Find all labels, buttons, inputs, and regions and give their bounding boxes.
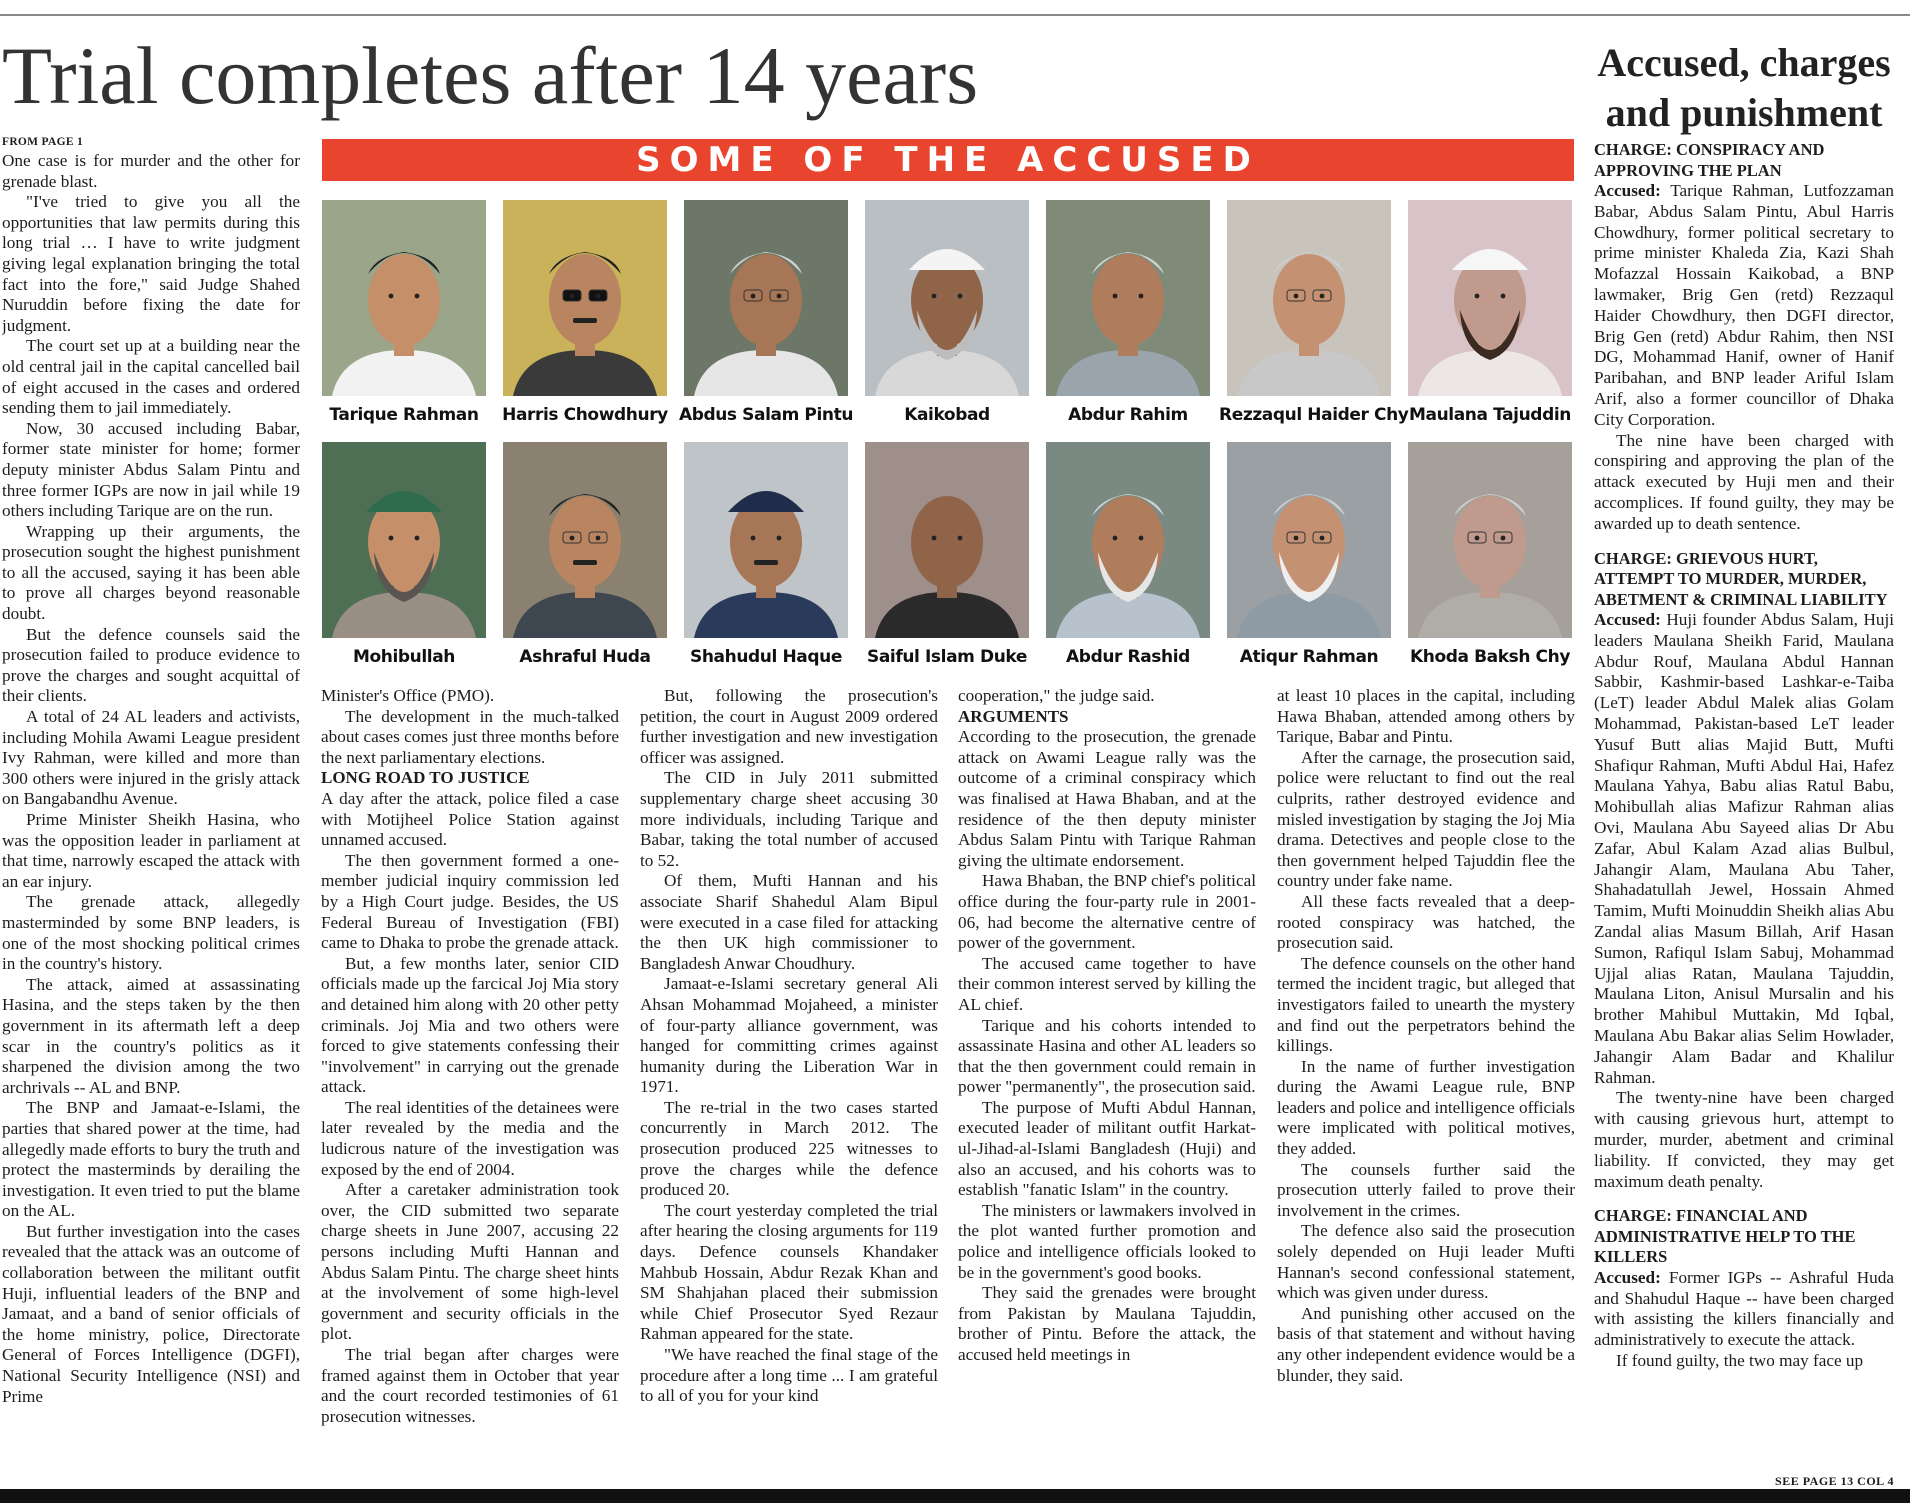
accused-name-caption: Saiful Islam Duke [867, 647, 1027, 667]
paragraph: The accused came together to have their common interest served by killing the AL chief. [958, 953, 1256, 1014]
paragraph: The court set up at a building near the old central jail in the capital cancelled bail of eight accused in the cases and ordered sending them to jail immediately. [2, 336, 300, 418]
accused-photo [684, 442, 848, 638]
paragraph: The defence also said the prosecution solely depended on Huji leader Mufti Hannan's second confessional statement, which was given under duress. [1277, 1221, 1575, 1303]
paragraph: Hawa Bhaban, the BNP chief's political office during the four-party rule in 2001-06, had become the alternative centre of power of the government. [958, 871, 1256, 953]
accused-name-caption: Ashraful Huda [519, 647, 651, 667]
accused-banner: SOME OF THE ACCUSED [322, 139, 1574, 181]
paragraph: One case is for murder and the other for grenade blast. [2, 151, 300, 191]
accused-photo [503, 442, 667, 638]
charge-heading: CHARGE: CONSPIRACY AND APPROVING THE PLAN [1594, 140, 1825, 180]
paragraph: The purpose of Mufti Abdul Hannan, executed leader of militant outfit Harkat-ul-Jihad-al-Islami Bangladesh (Huji) and also an accused, and his cohorts was to establish "fanatic Islam" in the country. [958, 1097, 1256, 1200]
article-column-1 [2, 134, 300, 1490]
accused-photo [1408, 442, 1572, 638]
accused-name-caption: Rezzaqul Haider Chy [1219, 405, 1409, 425]
accused-name-caption: Khoda Baksh Chy [1409, 647, 1571, 667]
accused-list [1594, 1268, 1894, 1351]
section-subhead: LONG ROAD TO JUSTICE [321, 768, 530, 788]
accused-photo [684, 200, 848, 396]
accused-photo [1046, 200, 1210, 396]
paragraph: The re-trial in the two cases started concurrently in March 2012. The prosecution produced 225 witnesses to prove the charges while the defence produced 20. [640, 1097, 938, 1200]
article-column-5 [1277, 686, 1575, 1486]
accused-name-caption: Kaikobad [904, 405, 990, 425]
paragraph: The court yesterday completed the trial after hearing the closing arguments for 119 days. Defence counsels Khandaker Mahbub Hossain, Abdur Rezak Khan and SM Shahjahan placed their submission while Chief Prosecutor Syed Rezaur Rahman appeared for the state. [640, 1200, 938, 1344]
paragraph: cooperation," the judge said. [958, 686, 1155, 705]
continuation-note: SEE PAGE 13 COL 4 [1775, 1474, 1894, 1488]
accused-photo [1227, 200, 1391, 396]
paragraph: The counsels further said the prosecution utterly failed to prove their involvement in the crimes. [1277, 1159, 1575, 1220]
accused-name-caption: Tarique Rahman [329, 405, 479, 425]
paragraph: at least 10 places in the capital, including Hawa Bhaban, attended among others by Tarique, Babar and Pintu. [1277, 686, 1575, 747]
paragraph: After a caretaker administration took over, the CID submitted two separate charge sheets in June 2007, accusing 22 persons including Mufti Hannan and Abdus Salam Pintu. The charge sheet hints at the involvement of some high-level government and security officials in the plot. [321, 1180, 619, 1344]
accused-photo [865, 200, 1029, 396]
punishment-text: The nine have been charged with conspiring and approving the plan of the attack executed by Huji men and their accomplices. If found guilty, they may be awarded up to death sentence. [1594, 430, 1894, 533]
paragraph: The then government formed a one-member judicial inquiry commission led by a High Court judge. Besides, the US Federal Bureau of Investigation (FBI) came to Dhaka to probe the grenade attack. [321, 850, 619, 953]
accused-photo [322, 442, 486, 638]
paragraph: Of them, Mufti Hannan and his associate Sharif Shahedul Alam Bipul were executed in a case filed for attacking the then UK high commissioner to Bangladesh Anwar Choudhury. [640, 871, 938, 973]
charge-heading: CHARGE: FINANCIAL AND ADMINISTRATIVE HELP TO THE KILLERS [1594, 1206, 1856, 1267]
paragraph: The ministers or lawmakers involved in the plot wanted further promotion and police and intelligence officials looked to be in the government's good books. [958, 1200, 1256, 1282]
paragraph: A total of 24 AL leaders and activists, including Mohila Awami League president Ivy Rahman, were killed and more than 300 others were injured in the grisly attack on Bangabandhu Avenue. [2, 707, 300, 809]
paragraph: But further investigation into the cases revealed that the attack was an outcome of collaboration between the militant outfit Huji, influential leaders of the BNP and Jamaat, and a band of senior officials of the home ministry, police, Directorate General of Forces Intelligence (DGFI), National Security Intelligence (NSI) and Prime [2, 1221, 300, 1406]
accused-name-caption: Maulana Tajuddin [1409, 405, 1571, 425]
paragraph: They said the grenades were brought from Pakistan by Maulana Tajuddin, brother of Pintu. Before the attack, the accused held meetings in [958, 1283, 1256, 1364]
paragraph: The development in the much-talked about cases comes just three months before the next parliamentary elections. [321, 706, 619, 767]
section-subhead: ARGUMENTS [958, 706, 1069, 726]
accused-label: Accused: [1594, 610, 1661, 630]
accused-name-caption: Abdus Salam Pintu [678, 405, 854, 425]
paragraph: "We have reached the final stage of the procedure after a long time ... I am grateful to all of you for your kind [640, 1345, 938, 1406]
charge-heading: CHARGE: GRIEVOUS HURT, ATTEMPT TO MURDER, MURDER, ABETMENT & CRIMINAL LIABILITY [1594, 548, 1888, 609]
accused-photo [322, 200, 486, 396]
punishment-text: The twenty-nine have been charged with causing grievous hurt, attempt to murder, murder, abetment and criminal liability. If convicted, they may get maximum death penalty. [1594, 1088, 1894, 1191]
accused-list [1594, 610, 1894, 1088]
accused-names: Former IGPs -- Ashraful Huda and Shahudul Haque -- have been charged with assisting the killers financially and administratively to execute the attack. [1594, 1267, 1894, 1350]
from-page-label: FROM PAGE 1 [2, 136, 84, 148]
paragraph: But the defence counsels said the prosecution failed to produce evidence to prove the charges and sought acquittal of their clients. [2, 624, 300, 706]
accused-label: Accused: [1594, 1267, 1661, 1287]
accused-photo [503, 200, 667, 396]
paragraph: The trial began after charges were framed against them in October that year and the court recorded testimonies of 61 prosecution witnesses. [321, 1345, 619, 1426]
sidebar-title: Accused, charges and punishment [1597, 40, 1891, 135]
accused-photo [1046, 442, 1210, 638]
article-column-4 [958, 686, 1256, 1486]
paragraph: But, a few months later, senior CID officials made up the farcical Joj Mia story and detained him along with 20 other petty criminals. Joj Mia and two others were forced to give statements confessing their "involvement" in carrying out the grenade attack. [321, 953, 619, 1097]
accused-photo [865, 442, 1029, 638]
accused-name-caption: Shahudul Haque [690, 647, 842, 667]
accused-list [1594, 181, 1894, 431]
paragraph: Now, 30 accused including Babar, former state minister for home; former deputy minister Abdus Salam Pintu and three former IGPs are now in jail while 19 others including Tarique are on the run. [2, 418, 300, 521]
bottom-bar [0, 1489, 1910, 1503]
paragraph: Minister's Office (PMO). [321, 686, 495, 705]
accused-name-caption: Harris Chowdhury [502, 405, 668, 425]
paragraph: The grenade attack, allegedly masterminded by some BNP leaders, is one of the most shocking political crimes in the country's history. [2, 892, 300, 974]
paragraph: The defence counsels on the other hand termed the incident tragic, but alleged that investigators failed to unearth the mystery and find out the perpetrators behind the killings. [1277, 953, 1575, 1056]
paragraph: Wrapping up their arguments, the prosecution sought the highest punishment to all the accused, saying it has been able to prove all charges beyond reasonable doubt. [2, 521, 300, 624]
paragraph: The attack, aimed at assassinating Hasina, and the steps taken by the then government in its aftermath left a deep scar in the country's politics as it sharpened the division among the two archrivals -- AL and BNP. [2, 974, 300, 1097]
paragraph: A day after the attack, police filed a case with Motijheel Police Station against unnamed accused. [321, 788, 619, 850]
top-rule [0, 14, 1910, 16]
paragraph: But, following the prosecution's petition, the court in August 2009 ordered further investigation and new investigation officer was assigned. [640, 686, 938, 767]
paragraph: The CID in July 2011 submitted supplementary charge sheet accusing 30 more individuals, including Tarique and Babar, taking the total number of accused to 52. [640, 768, 938, 870]
accused-name-caption: Atiqur Rahman [1239, 647, 1379, 667]
accused-photo [1227, 442, 1391, 638]
paragraph: In the name of further investigation during the Awami League rule, BNP leaders and police and intelligence officials were implicated with political motives, they added. [1277, 1056, 1575, 1159]
paragraph: According to the prosecution, the grenade attack on Awami League rally was the outcome of a criminal conspiracy which was finalised at Hawa Bhaban, and at the residence of the then deputy minister Abdus Salam Pintu with Tarique Rahman giving the ultimate endorsement. [958, 727, 1256, 870]
accused-name-caption: Abdur Rahim [1068, 405, 1188, 425]
accused-label: Accused: [1594, 181, 1661, 200]
paragraph: The BNP and Jamaat-e-Islami, the parties that shared power at the time, had allegedly made efforts to bury the truth and protect the masterminds by derailing the investigation. It even tried to put the blame on the AL. [2, 1098, 300, 1221]
paragraph: After the carnage, the prosecution said, police were reluctant to find out the real culprits, rather destroyed evidence and misled investigation by staging the Joj Mia drama. Detectives and people close to the then government helped Tajuddin flee the country under fake name. [1277, 747, 1575, 891]
punishment-text: If found guilty, the two may face up [1616, 1351, 1864, 1371]
article-column-2 [321, 686, 619, 1486]
accused-name-caption: Mohibullah [352, 647, 456, 667]
paragraph: Prime Minister Sheikh Hasina, who was the opposition leader in parliament at that time, narrowly escaped the attack with an ear injury. [2, 810, 300, 891]
accused-photo [1408, 200, 1572, 396]
article-column-3 [640, 686, 938, 1486]
paragraph: Tarique and his cohorts intended to assassinate Hasina and other AL leaders so that the then government could remain in power "permanently", the prosecution said. [958, 1015, 1256, 1097]
paragraph: All these facts revealed that a deep-rooted conspiracy was hatched, the prosecution said. [1277, 891, 1575, 953]
accused-names: Tarique Rahman, Lutfozzaman Babar, Abdus Salam Pintu, Abul Harris Chowdhury, former political secretary to prime minister Khaleda Zia, Kazi Shah Mofazzal Hossain Kaikobad, a BNP lawmaker, Brig Gen (retd) Rezzaqul Haider Chowdhury, then DGFI director, Brig Gen (retd) Abdur Rahim, then NSI DG, Mohammad Hanif, owner of Hanif Paribahan, and BNP leader Ariful Islam Arif, also a former councillor of Dhaka City Corporation. [1594, 181, 1894, 429]
paragraph: The real identities of the detainees were later revealed by the media and the ludicrous nature of the investigation was exposed by the end of 2004. [321, 1097, 619, 1179]
headline: Trial completes after 14 years [2, 30, 979, 121]
paragraph: Jamaat-e-Islami secretary general Ali Ahsan Mohammad Mojaheed, a minister of four-party alliance government, was hanged for committing crimes against humanity during the Liberation War in 1971. [640, 974, 938, 1097]
paragraph: And punishing other accused on the basis of that statement and without having any other independent evidence would be a blunder, they said. [1277, 1303, 1575, 1385]
accused-name-caption: Abdur Rashid [1066, 647, 1190, 667]
sidebar-charges [1594, 140, 1894, 1462]
accused-names: Huji founder Abdus Salam, Huji leaders Maulana Sheikh Farid, Maulana Abdur Rouf, Maulana Abdul Hannan Sabbir, Kashmir-based Lashkar-e-Taiba (LeT) leader Abdul Malek alias Golam Mohammad, Pakistan-based LeT leader Yusuf Butt alias Majid Butt, Mufti Shafiqur Rahman, Mufti Abdul Hai, Hafez Maulana Yahya, Babu alias Ratul Babu, Mohibullah alias Mafizur Rahman alias Ovi, Maulana Abu Sayeed alias Dr Abu Zafar, Abul Kalam Azad alias Bulbul, Jahangir Alam, Maulana Abu Taher, Shahadatullah Jewel, Hossain Ahmed Tamim, Mufti Moinuddin Sheikh alias Abu Zandal alias Masum Billah, Arif Hasan Sumon, Rafiqul Islam Sabuj, Mohammad Ujjal alias Ratan, Maulana Tajuddin, Maulana Liton, Anisul Mursalin and his brother Mahibul Muttakin, Md Iqbal, Maulana Abu Bakar alias Selim Howlader, Jahangir Alam Badar and Khalilur Rahman. [1594, 610, 1894, 1087]
paragraph: "I've tried to give you all the opportunities that law permits during this long trial … I have to write judgment giving legal explanation bringing the total fact into the fore," said Judge Shahed Nuruddin before fixing the date for judgment. [2, 192, 300, 335]
